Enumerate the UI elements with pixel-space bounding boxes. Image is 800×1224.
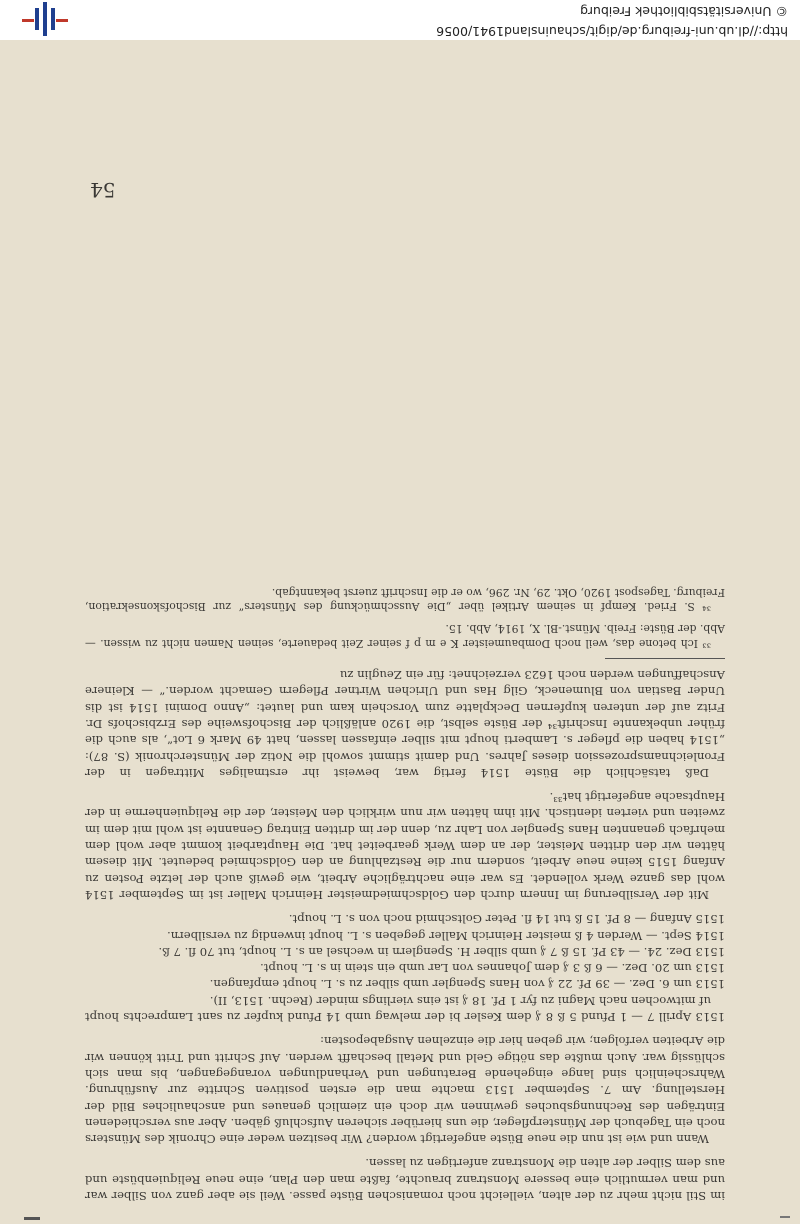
library-credit: © Universitätsbibliothek Freiburg	[580, 4, 788, 19]
ledger-entry: 1513 Dez. 24. — 43 Pf. 15 ß 7 ₰ umb silber H. Spenglern in wechsel an s. L. houpt, tut 70 fl. 7 ß.	[158, 944, 725, 959]
paragraph: im Stil nicht mehr zu der alten, vielleicht noch romanischen Büste passe. Weil sie aber ganz von Silber war und man vermutlich eine bessere Monstranz brauchte, faßte man den Plan, eine neue Reliquienbüste und aus dem Silber der alten die Monstranz anfertigen zu lassen.	[85, 1156, 725, 1203]
source-url-link[interactable]: http://dl.ub.uni-freiburg.de/digit/schauinsland1941/0056	[436, 24, 788, 39]
page-body	[85, 576, 725, 1204]
scan-edge-mark	[24, 1217, 40, 1220]
ledger-entry: 1513 um 6. Dez. — 39 Pf. 22 ₰ von Hans Spengler umb silber zu s. L. houpt empfangen.	[209, 977, 725, 992]
footnote-rule	[605, 658, 725, 659]
university-library-logo	[22, 2, 68, 36]
ledger-entry: 1513 um 20. Dez. — 6 ß 3 ₰ dem Johannes von Lar umb ein stein in s. L. houpt.	[260, 961, 725, 976]
page-number: 54	[90, 178, 116, 202]
scan-edge-mark	[780, 1216, 790, 1218]
ledger-entry: 1515 Anfang — 8 Pf. 15 ß tut 14 fl. Peter Goltschmid noch von s. L. houpt.	[288, 912, 725, 927]
ledger-entry: 1514 Sept. — Werden 4 ß meister Heinrich Maller gegeben s. L. houpt inwendig zu versilbern.	[167, 928, 725, 943]
footnote: ³⁴ S. Fried. Kempf in seinem Artikel über „Die Ausschmückung des Münsters“ zur Bischofskonsekration, Freiburg. Tagespost 1920, Okt. 29, Nr. 296, wo er die Inschrift zuerst bekanntgab.	[85, 585, 725, 613]
paragraph: Wann und wie ist nun die neue Büste angefertigt worden? Wir besitzen weder eine Chronik des Münsters noch ein Tagebuch der Münsterpfleger, die uns hierüber sicheren Aufschluß gäben. Aber aus verschiedenen Einträgen des Rechnungsbuches gewinnen wir doch ein ziemlich genaues und anschauliches Bild der Herstellung. Am 7. September 1513 machte man die ersten positiven Schritte zur Ausführung. Wahrscheinlich sind lange eingehende Beratungen und Verhandlungen vorangegangen, bis man sich schlüssig war. Auch mußte das nötige Geld und Metall beschafft werden. Auf Schritt und Tritt können wir die Arbeiten verfolgen; wir geben hier die einzelnen Ausgabeposten:	[85, 1034, 725, 1147]
ledger-entry: 1513 Aprill 7 — 1 Pfund 5 ß 8 ₰ dem Kesler bi der melwag umb 14 Pfund kupfer zu sant Lamprechts houpt uf mitwochen nach Magni zu fyr 1 Pf. 18 ₰ ist eins vierlings minder (Rechn. 1513, II).	[85, 993, 725, 1025]
book-page	[0, 40, 800, 1224]
paragraph: Mit der Versilberung im Innern durch den Goldschmiedmeister Heinrich Maller ist im September 1514 wohl das ganze Werk vollendet. Es war eine nachträgliche Arbeit, wie gewiß auch der letzte Posten zu Anfang 1515 keine neue Arbeit, sondern nur die Restzahlung an den Goldschmied bedeutet. Mit diesem hätten wir den dritten Meister, der an dem Werk gearbeitet hat. Die Hauptarbeit kommt aber wohl dem mehrfach genannten Hans Spengler von Lahr zu, denn der im dritten Eintrag Genannte ist wohl mit dem im zweiten und vierten identisch. Mit ihm hätten wir nun wirklich den Meister, der die Reliquienherme in der Hauptsache angefertigt hat³³.	[85, 790, 725, 902]
ledger-entries	[85, 911, 725, 1025]
paragraph: Daß tatsächlich die Büste 1514 fertig war, beweist ihr erstmaliges Mittragen in der Fronleichnamsprozession dieses Jahres. Und damit stimmt sowohl die Notiz der Münsterchronik (S. 87): „1514 haben die pfleger s. Lamberti houpt mit silber einfassen lassen, hatt 49 Mark 6 Lot“, als auch die früher unbekannte Inschrift³⁴ der Büste selbst, die 1920 anläßlich der Bischofsweihe des Erzbischofs Dr. Fritz auf der unteren kupfernen Deckplatte zum Vorschein kam und lautet: „Anno Domini 1514 ist dis Under Bastian von Blumeneck, Gilg Has und Ulrichen Wirtner Pflegern Gemacht worden.“ — Kleinere Anschaffungen werden noch 1623 verzeichnet: für ein Zeuglin zu	[85, 668, 725, 780]
footnotes	[85, 584, 725, 650]
footnote: ³³ Ich betone das, weil noch Dombaumeister K e m p f seiner Zeit bedauerte, seinen Namen nicht zu wissen. — Abb. der Büste: Freib. Münst.-Bl. X, 1914, Abb. 15.	[85, 622, 725, 650]
viewer-footer	[0, 0, 800, 40]
